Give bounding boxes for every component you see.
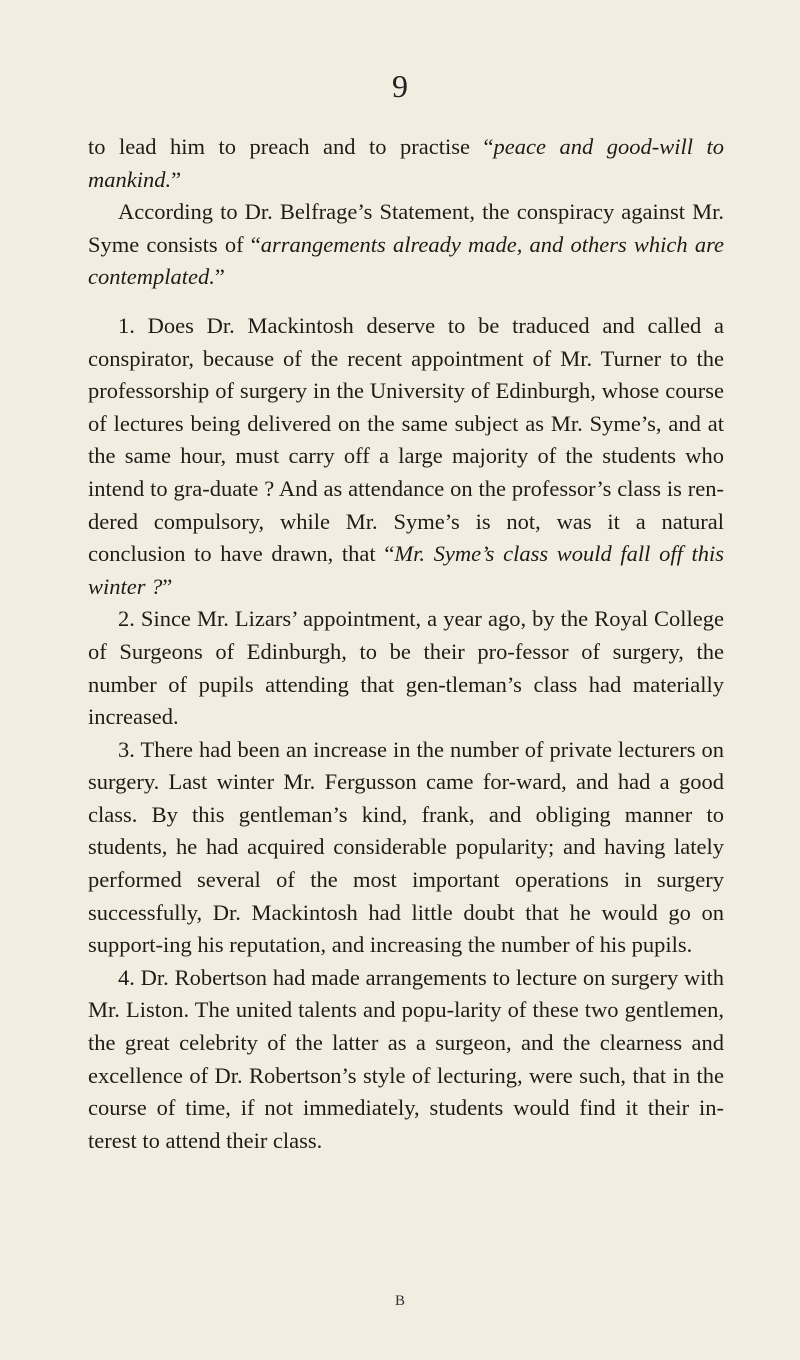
quotation: peace and good-will to mankind. bbox=[88, 134, 724, 192]
page-body bbox=[88, 131, 724, 1157]
text-run: According to Dr. Belfrage’s Statement, the conspiracy against Mr. Syme consists of “ bbox=[88, 199, 724, 257]
text-run: 1. Does Dr. Mackintosh deserve to be traduced and called a conspirator, because of the recent appointment of Mr. Turner to the professorship of surgery in the University of Edinburgh, whose course of lectures being delivered on the same subject as Mr. Syme’s, and at the same hour, must carry off a large majority of the students who intend to gra-duate ? And as attendance on the professor’s class is ren-dered compulsory, while Mr. Syme’s is not, was it a natural conclusion to have drawn, that “ bbox=[88, 312, 724, 567]
text-run: ” bbox=[214, 264, 225, 290]
paragraph-point-3: 3. There had been an increase in the number of private lecturers on surgery. Last winter Mr. Fergusson came for-ward, and had a good class. By this gentleman’s kind, frank, and obliging manner to students, he had acquired considerable popularity; and having lately performed several of the most important operations in surgery successfully, Dr. Mackintosh had little doubt that he would go on support-ing his reputation, and increasing the number of his pupils. bbox=[88, 736, 724, 958]
paragraph-point-1 bbox=[88, 310, 724, 603]
paragraph-belfrage-statement bbox=[88, 196, 724, 294]
page-number: 9 bbox=[392, 68, 408, 104]
text-run: to lead him to preach and to practise “ bbox=[88, 134, 494, 159]
text-run: ” bbox=[171, 166, 182, 192]
paragraph-point-2: 2. Since Mr. Lizars’ appointment, a year ago, by the Royal College of Surgeons of Edinburgh, to be their pro-fessor of surgery, the number of pupils attending that gen-tleman’s class had materially increased. bbox=[88, 606, 724, 730]
signature-mark: B bbox=[394, 1293, 405, 1309]
text-run: ” bbox=[162, 573, 173, 599]
quotation: Mr. Syme’s class would fall off this winter ? bbox=[88, 541, 724, 599]
paragraph-point-4: 4. Dr. Robertson had made arrangements to lecture on surgery with Mr. Liston. The united talents and popu-larity of these two gentlemen, the great celebrity of the latter as a surgeon, and the clearness and excellence of Dr. Robertson’s style of lecturing, were such, that in the course of time, if not immediately, students would find it their in-terest to attend their class. bbox=[88, 964, 724, 1153]
paragraph-intro-continuation bbox=[88, 131, 724, 196]
quotation: arrangements already made, and others which are contemplated. bbox=[88, 231, 724, 290]
